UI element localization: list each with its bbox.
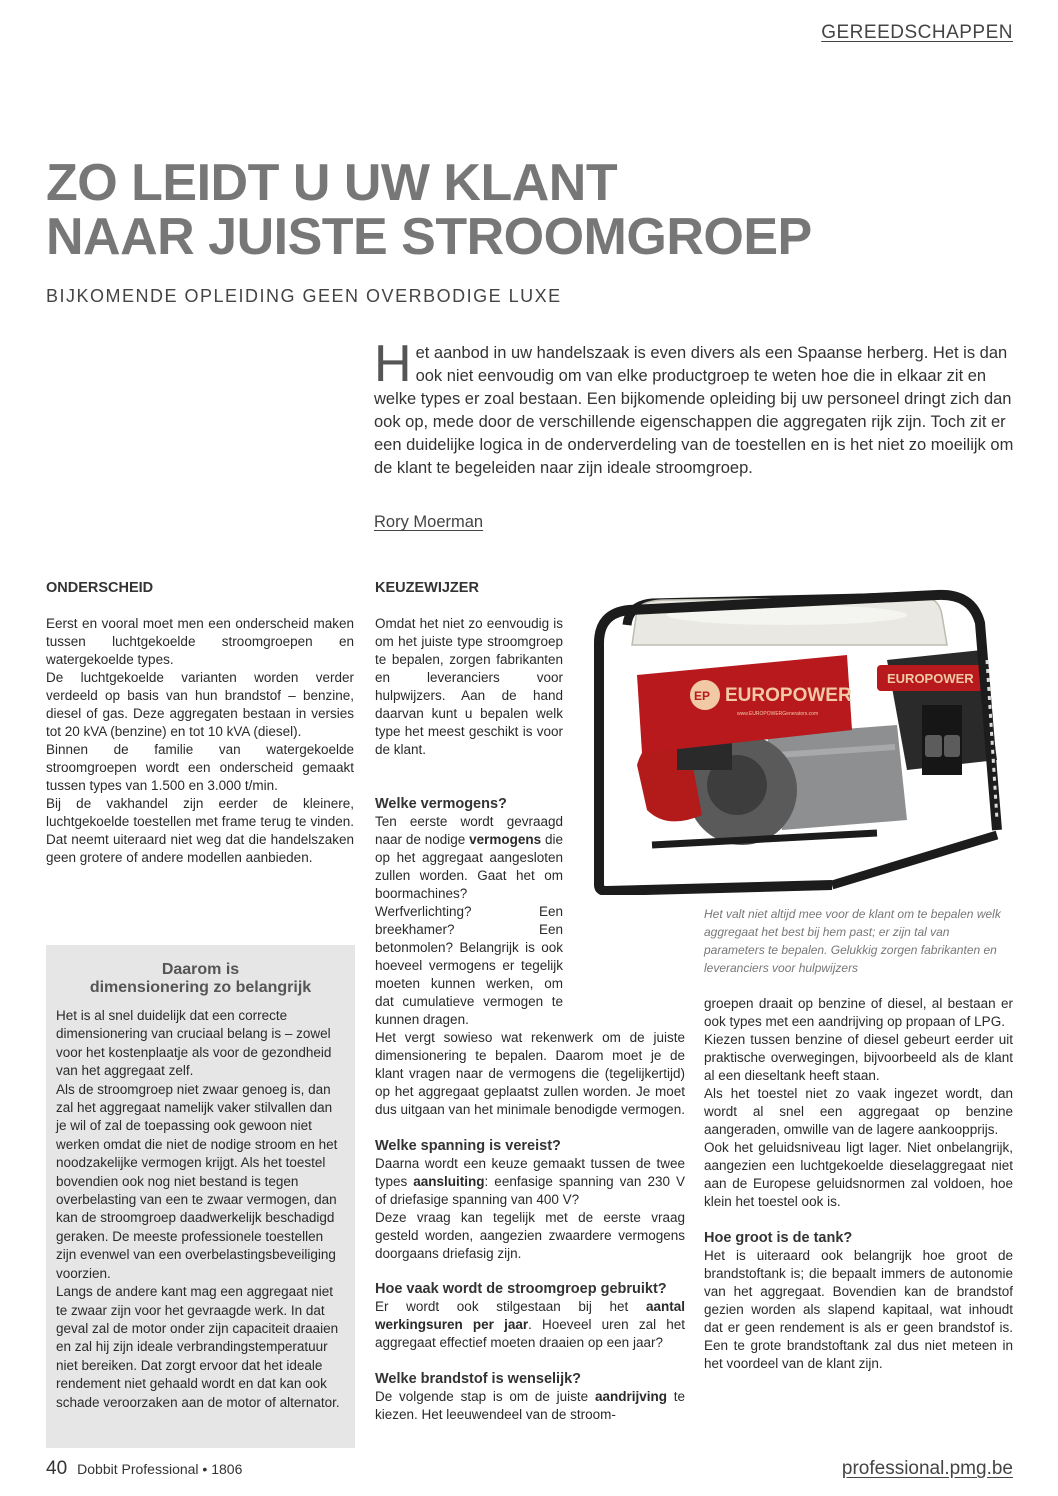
keuzewijzer-intro: [375, 615, 563, 759]
paragraph: Deze vraag kan tegelijk met de eerste vraag gesteld worden, aangezien zwaardere vermogens doorgaans driefasig zijn.: [375, 1210, 685, 1261]
paragraph: Het is al snel duidelijk dat een correcte dimensionering van cruciaal belang is – zowel voor het kostenplaatje als voor de gezondheid van het aggregaat zelf.: [56, 1008, 332, 1079]
article-title: [46, 156, 846, 264]
publication-name: Dobbit Professional • 1806: [77, 1461, 243, 1477]
article-subtitle: BIJKOMENDE OPLEIDING GEEN OVERBODIGE LUXE: [46, 286, 562, 306]
socket-1: [925, 735, 942, 757]
paragraph: Kiezen tussen benzine of diesel gebeurt eerder uit praktische overwegingen, bijvoorbeeld als de klant al een dieseltank heeft staan.: [704, 1032, 1013, 1083]
paragraph: Eerst en vooral moet men een onderscheid maken tussen luchtgekoelde stroomgroepen en watergekoelde types.: [46, 616, 354, 667]
paragraph: Langs de andere kant mag een aggregaat niet te zwaar zijn voor het gevraagde werk. In dat geval zal de motor onder zijn capaciteit draaien en zal hij zijn ideale verbrandingstemperatuur niet bereiken. Dat zorgt ervoor dat het ideale rendement niet gehaald wordt en dat kan ook schade veroorzaken aan de motor of alternator.: [56, 1284, 340, 1410]
info-box-title-line-1: Daarom is: [161, 961, 240, 978]
paragraph: Er wordt ook stilgestaan bij het aantal werkingsuren per jaar. Hoeveel uren zal het aggregaat effectief moeten draaien op een jaar?: [375, 1299, 685, 1350]
paragraph: Bij de vakhandel zijn eerder de kleinere, luchtgekoelde toestellen met frame terug te vinden. Dat neemt uiteraard niet weg dat die handelszaken geen grotere of andere modellen aanbieden.: [46, 796, 354, 865]
paragraph: De volgende stap is om de juiste aandrijving te kiezen. Het leeuwendeel van de stroom-: [375, 1389, 685, 1422]
question-heading: Welke brandstof is wenselijk?: [375, 1371, 582, 1387]
title-line-1: ZO LEIDT U UW KLANT: [46, 154, 618, 212]
paragraph: De luchtgekoelde varianten worden verder verdeeld op basis van hun brandstof – benzine, diesel of gas. Deze aggregaten bestaan in versies tot 20 kVA (benzine) en tot 10 kVA (diesel).: [46, 670, 354, 739]
frame-base-side: [832, 835, 997, 885]
brand-text: EUROPOWER: [725, 685, 852, 706]
info-box-title: [56, 961, 345, 997]
generator-photo: [577, 585, 1013, 895]
section-tag: GEREEDSCHAPPEN: [821, 22, 1013, 43]
paragraph: Binnen de familie van watergekoelde stroomgroepen wordt een onderscheid gemaakt tussen types van 1.500 en 3.000 t/min.: [46, 742, 354, 793]
footer-left: [46, 1458, 242, 1480]
paragraph: Ook het geluidsniveau ligt lager. Niet onbelangrijk, aangezien een luchtgekoelde dieselaggregaat niet aan de Europese geluidsnormen zal voldoen, hoe klein het toestel ook is.: [704, 1140, 1013, 1209]
brand-url: www.EUROPOWERGenerators.com: [737, 711, 819, 717]
column-onderscheid: [46, 579, 354, 867]
intro-dropcap: H: [374, 335, 412, 393]
intro-text: et aanbod in uw handelszaak is even divers als een Spaanse herberg. Het is dan ook niet eenvoudig om van elke productgroep te weten hoe die in elkaar zit en welke types er zoal bestaan. Een bijkomende opleiding bij uw personeel dringt zich dan ook op, mede door de verschillende eigenschappen die aggregaten rijk zijn. Toch zit er een duidelijke logica in de onderverdeling van de toestellen en is het niet zo moeilijk om de klant te begeleiden naar zijn ideale stroomgroep.: [374, 344, 1014, 477]
frame-base-front: [599, 885, 832, 891]
column-brandstof: [704, 995, 1013, 1373]
paragraph: Ten eerste wordt gevraagd naar de nodige vermogens die op het aggregaat aangesloten zullen worden. Gaat het om boormachines? Werfverlichting? Een breekhamer? Een betonmolen? Belangrijk is ook hoeveel vermogens er tegelijk moeten kunnen werken, om dat cumulatieve vermogen te kunnen dragen.: [375, 814, 563, 1027]
website-link[interactable]: professional.pmg.be: [841, 1458, 1013, 1479]
socket-2: [944, 735, 960, 757]
photo-caption: Het valt niet altijd mee voor de klant om te bepalen welk aggregaat het best bij hem past; er zijn tal van parameters te bepalen. Gelukkig zorgen fabrikanten en leveranciers voor hulpwijzers: [704, 907, 1001, 975]
section-heading: KEUZEWIJZER: [375, 580, 479, 596]
side-brand-text: EUROPOWER: [887, 671, 974, 686]
paragraph: Daarna wordt een keuze gemaakt tussen de twee types aansluiting: eenfasige spanning van 230 V of driefasige spanning van 400 V?: [375, 1156, 685, 1207]
author-link[interactable]: Rory Moerman: [374, 513, 484, 531]
paragraph: Het vergt sowieso wat rekenwerk om de juiste dimensionering te bepalen. Daarom moet je de klant vragen naar de vermogens die (tegelijkertijd) op het aggregaat geplaatst zullen worden. Je moet dus uitgaan van het minimale benodigde vermogen.: [375, 1030, 685, 1117]
info-box-title-line-2: dimensionering zo belangrijk: [89, 979, 312, 996]
question-heading: Hoe vaak wordt de stroomgroep gebruikt?: [375, 1281, 667, 1297]
question-heading: Hoe groot is de tank?: [704, 1230, 853, 1246]
paragraph: groepen draait op benzine of diesel, al bestaan er ook types met een aandrijving op propaan of LPG.: [704, 996, 1013, 1029]
brand-logo-text: EP: [694, 689, 711, 703]
question-heading: Welke vermogens?: [375, 796, 507, 812]
paragraph: Omdat het niet zo eenvoudig is om het juiste type stroomgroep te bepalen, zorgen fabrikanten en leveranciers voor hulpwijzers. Aan de hand daarvan kunt u bepalen welk type het meest geschikt is voor de klant.: [375, 616, 563, 757]
paragraph: Het is uiteraard ook belangrijk hoe groot de brandstoftank is; die bepaalt immers de autonomie van het aggregaat. Bovendien kan de brandstof gezien worden als slapend kapitaal, wat inhoudt dat er geen rendement is als er geen brandstof is. Een te grote brandstoftank zal dus niet meteen in het voordeel van de klant zijn.: [704, 1248, 1013, 1371]
paragraph: Als het toestel niet zo vaak ingezet wordt, dan wordt al snel een aggregaat op benzine aangeraden, omwille van de lagere aankoopprijs.: [704, 1086, 1013, 1137]
info-box: [46, 945, 355, 1448]
question-heading: Welke spanning is vereist?: [375, 1138, 561, 1154]
title-line-2: NAAR JUISTE STROOMGROEP: [46, 208, 812, 266]
page-number: 40: [46, 1458, 68, 1479]
paragraph: Als de stroomgroep niet zwaar genoeg is, dan zal het aggregaat namelijk vaker stilvallen dan je wil of zal de toepassing ook gewoon niet werken omdat die niet de nodige stroom en het noodzakelijke vermogen krijgt. Als het toestel bovendien ook nog niet bestand is tegen overbelasting van een te zwaar vermogen, dan kan de stroomgroep daadwerkelijk beschadigd geraken. De meeste professionele toestellen zijn evenwel van een overbelastingsbeveiliging voorzien.: [56, 1081, 338, 1281]
article-intro: [374, 335, 1014, 480]
section-heading: ONDERSCHEID: [46, 580, 154, 596]
